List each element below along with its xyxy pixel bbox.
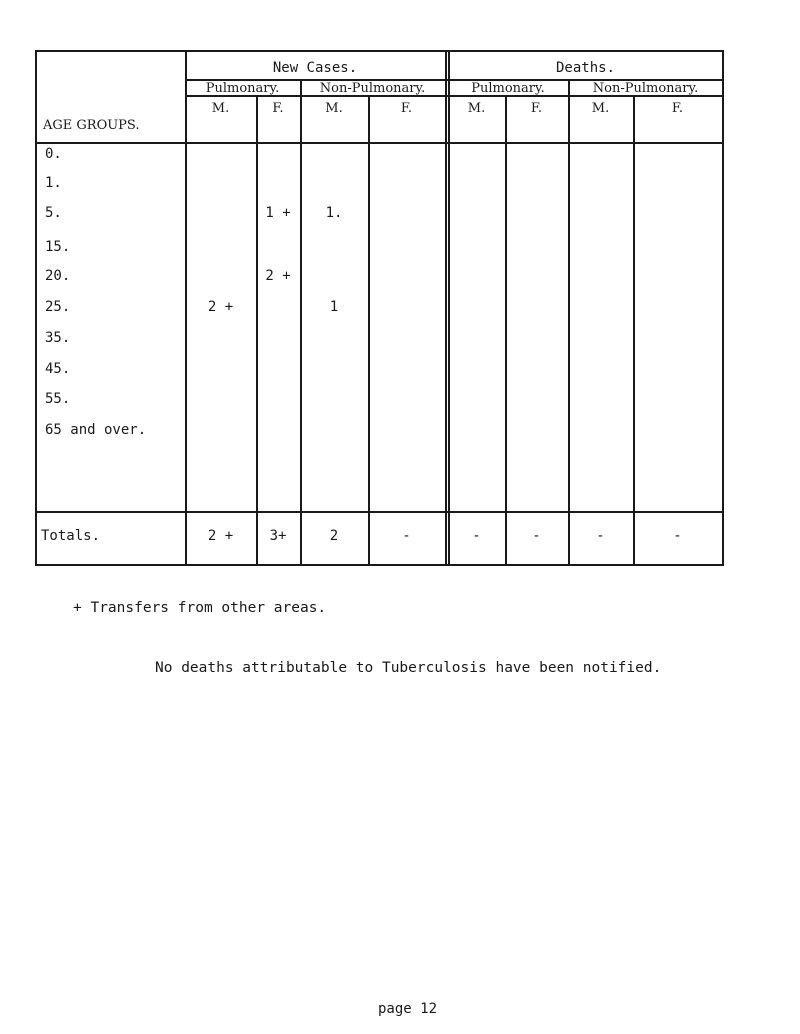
rule-col-5a xyxy=(445,50,447,566)
age-group-label: 35. xyxy=(45,330,71,346)
age-group-label: 5. xyxy=(45,205,62,221)
age-group-label: 65 and over. xyxy=(45,422,147,438)
age-group-label: 25. xyxy=(45,299,71,315)
rule-col-7 xyxy=(568,80,570,566)
rule-totals-top xyxy=(35,511,723,513)
sex-label: M. xyxy=(211,101,230,116)
age-group-label: 1. xyxy=(45,175,62,191)
sex-label: F. xyxy=(530,101,543,116)
totals-label: Totals. xyxy=(41,528,101,544)
cell-new-pulmonary-f-age-20: 2 + xyxy=(265,268,291,284)
sex-label: M. xyxy=(467,101,486,116)
cell-new-nonpulmonary-m-age-5: 1. xyxy=(325,205,343,221)
cell-new-pulmonary-m-age-25: 2 + xyxy=(207,299,234,315)
total-value: 2 xyxy=(329,528,339,544)
total-value: - xyxy=(596,528,605,544)
header-non-pulmonary-new: Non-Pulmonary. xyxy=(319,81,426,96)
rule-col-2 xyxy=(256,96,258,566)
header-deaths: Deaths. xyxy=(555,60,615,76)
sex-label: M. xyxy=(591,101,610,116)
rule-right xyxy=(722,50,724,566)
rule-top xyxy=(35,50,723,52)
header-non-pulmonary-deaths: Non-Pulmonary. xyxy=(592,81,699,96)
header-age-groups: AGE GROUPS. xyxy=(43,118,140,133)
rule-header-3 xyxy=(35,142,723,144)
total-value: - xyxy=(472,528,481,544)
tuberculosis-table xyxy=(35,50,723,566)
rule-col-4 xyxy=(368,96,370,566)
header-pulmonary-new: Pulmonary. xyxy=(205,81,280,96)
cell-new-nonpulmonary-m-age-25: 1 xyxy=(329,299,339,315)
age-group-label: 20. xyxy=(45,268,71,284)
age-group-label: 0. xyxy=(45,146,62,162)
statement-no-deaths: No deaths attributable to Tuberculosis have been notified. xyxy=(155,660,662,676)
sex-label: F. xyxy=(671,101,684,116)
rule-col-5b xyxy=(448,50,450,566)
header-pulmonary-deaths: Pulmonary. xyxy=(471,81,545,96)
age-group-label: 45. xyxy=(45,361,71,377)
total-value: 3+ xyxy=(269,528,287,544)
total-value: - xyxy=(673,528,682,544)
rule-left xyxy=(35,50,37,566)
total-value: - xyxy=(402,528,411,544)
header-new-cases: New Cases. xyxy=(272,60,358,76)
sex-label: F. xyxy=(400,101,413,116)
total-value: 2 + xyxy=(207,528,234,544)
page-number: page 12 xyxy=(378,1001,438,1017)
age-group-label: 15. xyxy=(45,239,71,255)
rule-col-6 xyxy=(505,96,507,566)
footnote-transfers: + Transfers from other areas. xyxy=(73,600,327,616)
total-value: - xyxy=(532,528,541,544)
rule-bottom xyxy=(35,564,723,566)
sex-label: M. xyxy=(325,101,343,116)
sex-label: F. xyxy=(272,101,284,116)
rule-col-3 xyxy=(300,80,302,566)
rule-col-8 xyxy=(633,96,635,566)
age-group-label: 55. xyxy=(45,391,71,407)
cell-new-pulmonary-f-age-5: 1 + xyxy=(265,205,291,221)
